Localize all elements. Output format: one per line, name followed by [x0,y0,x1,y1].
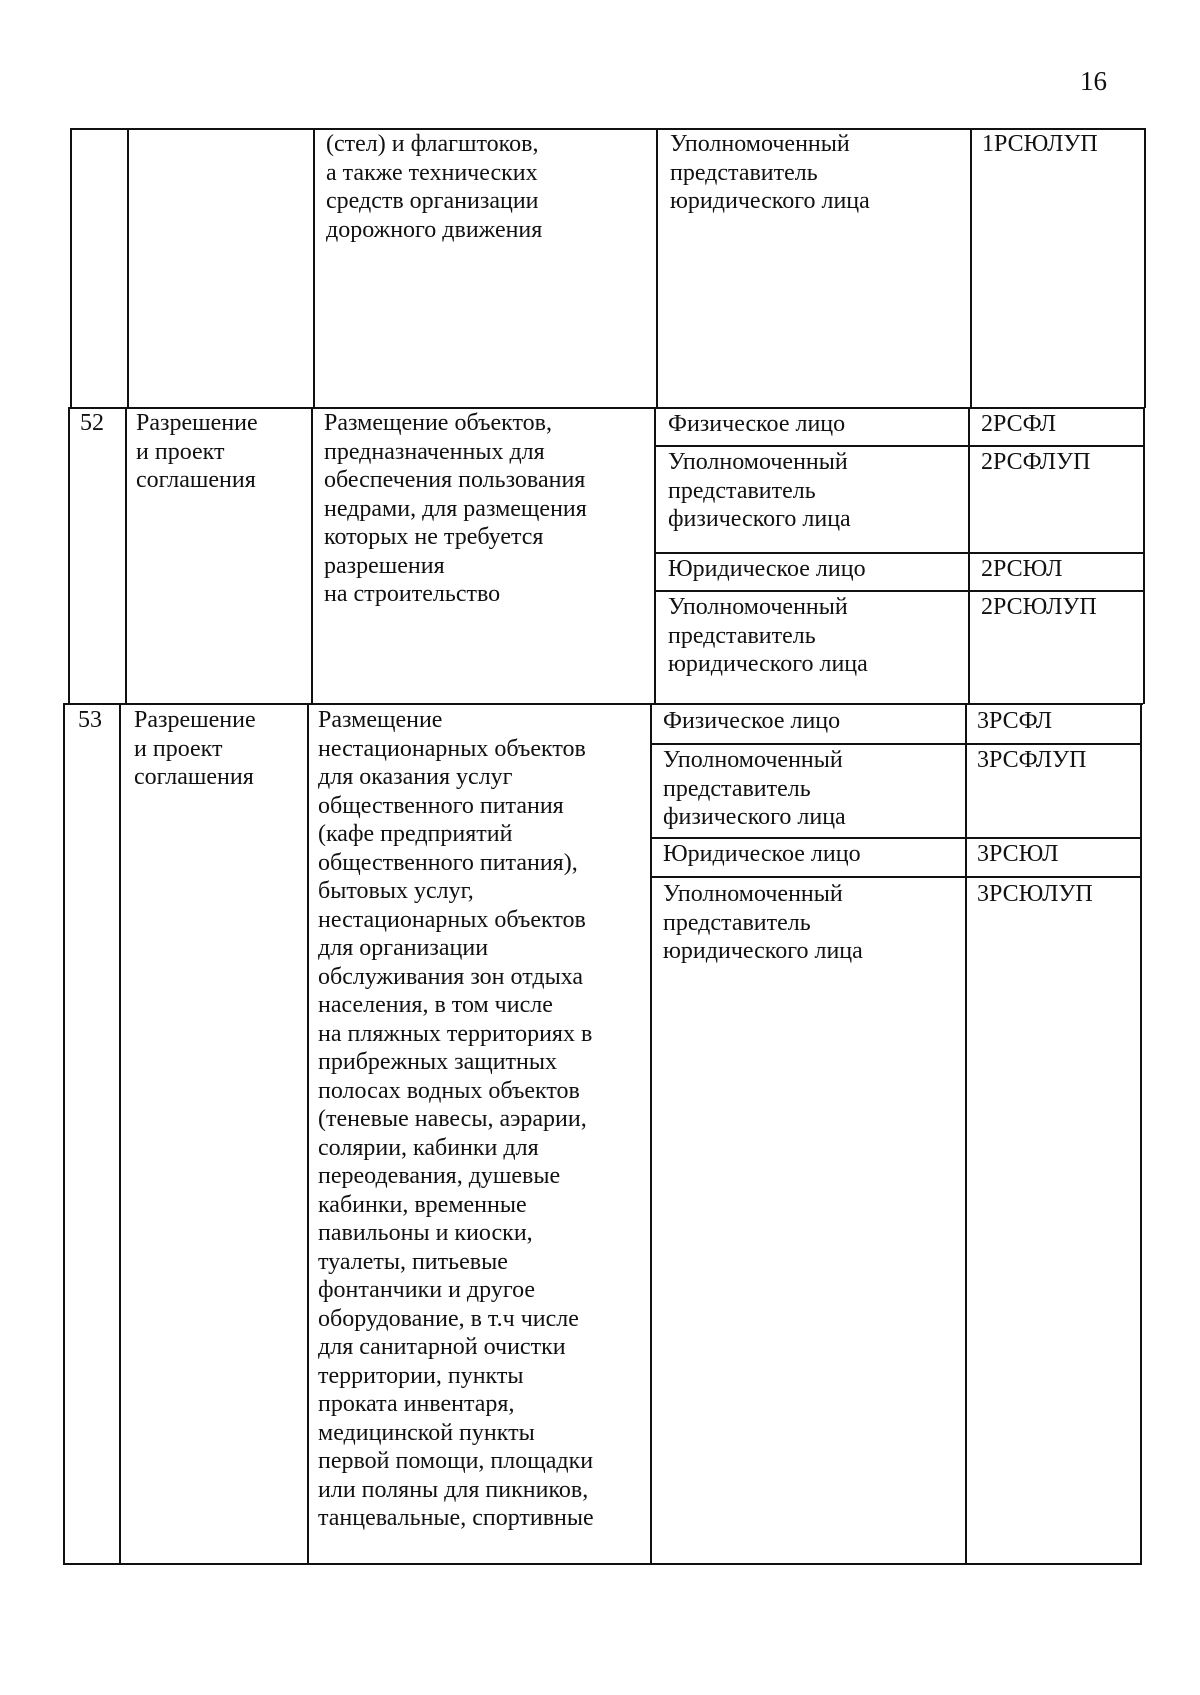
applicant-type: Уполномоченный представитель физического лица [668,449,851,532]
row-number: 52 [80,410,104,436]
applicant-code: 3РСФЛУП [977,747,1087,773]
row-desc: Размещение объектов, предназначенных для обеспечения пользования недрами, для размещения которых не требуется разрешения на строительство [324,410,587,607]
applicant-code: 2РСЮЛ [981,556,1063,582]
applicant-type: Уполномоченный представитель юридического лица [663,881,863,964]
page-number: 16 [1080,66,1107,96]
table-divider-doc [307,703,309,1565]
table-divider-type [970,128,972,408]
applicant-code: 2РСФЛУП [981,449,1091,475]
row-document: Разрешение и проект соглашения [134,707,256,790]
applicant-divider [650,837,1142,839]
row-number: 53 [78,707,102,733]
table-divider-desc [650,703,652,1565]
row-desc: Размещение нестационарных объектов для оказания услуг общественного питания (кафе предприятий общественного питания), бытовых услуг, нестационарных объектов для организации обслуживания зон отдыха населения, в том числе на пляжных территориях в прибрежных защитных полосах водных объектов (теневые навесы, аэрарии, солярии, кабинки для переодевания, душевые кабинки, временные павильоны и киоски, туалеты, питьевые фонтанчики и другое оборудование, в т.ч числе для санитарной очистки территории, пункты проката инвентаря, медицинской пункты первой помощи, площадки или поляны для пикников, танцевальные, спортивные [318,707,594,1531]
table-border-bottom [63,1563,1142,1565]
applicant-type: Юридическое лицо [668,556,866,582]
applicant-divider [650,876,1142,878]
row-divider [63,703,1143,705]
applicant-code: 3РСФЛ [977,708,1053,734]
table-divider-type [965,703,967,1565]
applicant-type: Уполномоченный представитель юридического лица [668,594,868,677]
table-divider-type [968,407,970,704]
applicant-type: Уполномоченный представитель юридического лица [670,131,870,214]
applicant-divider [654,445,1145,447]
table-divider-num [125,407,127,704]
table-border-right [1144,128,1146,408]
table-border-left [70,128,72,408]
applicant-code: 3РСЮЛУП [977,881,1093,907]
row-desc: (стел) и флагштоков, а также технических средств организации дорожного движения [326,131,543,243]
table-border-right [1140,703,1142,1565]
applicant-type: Юридическое лицо [663,841,861,867]
table-border-left [68,407,70,704]
table-divider-doc [311,407,313,704]
applicant-type: Уполномоченный представитель физического лица [663,747,846,830]
applicant-divider [654,552,1145,554]
table-divider-num [127,128,129,408]
applicant-code: 3РСЮЛ [977,841,1059,867]
table-divider-doc [313,128,315,408]
table-divider-desc [654,407,656,704]
applicant-type: Физическое лицо [668,411,846,437]
applicant-code: 1РСЮЛУП [982,131,1098,157]
applicant-code: 2РСФЛ [981,411,1057,437]
table-divider-desc [656,128,658,408]
table-divider-num [119,703,121,1565]
row-document: Разрешение и проект соглашения [136,410,258,493]
table-border-left [63,703,65,1565]
applicant-divider [650,743,1142,745]
applicant-type: Физическое лицо [663,708,841,734]
applicant-code: 2РСЮЛУП [981,594,1097,620]
table-border-right [1143,407,1145,704]
applicant-divider [654,590,1145,592]
